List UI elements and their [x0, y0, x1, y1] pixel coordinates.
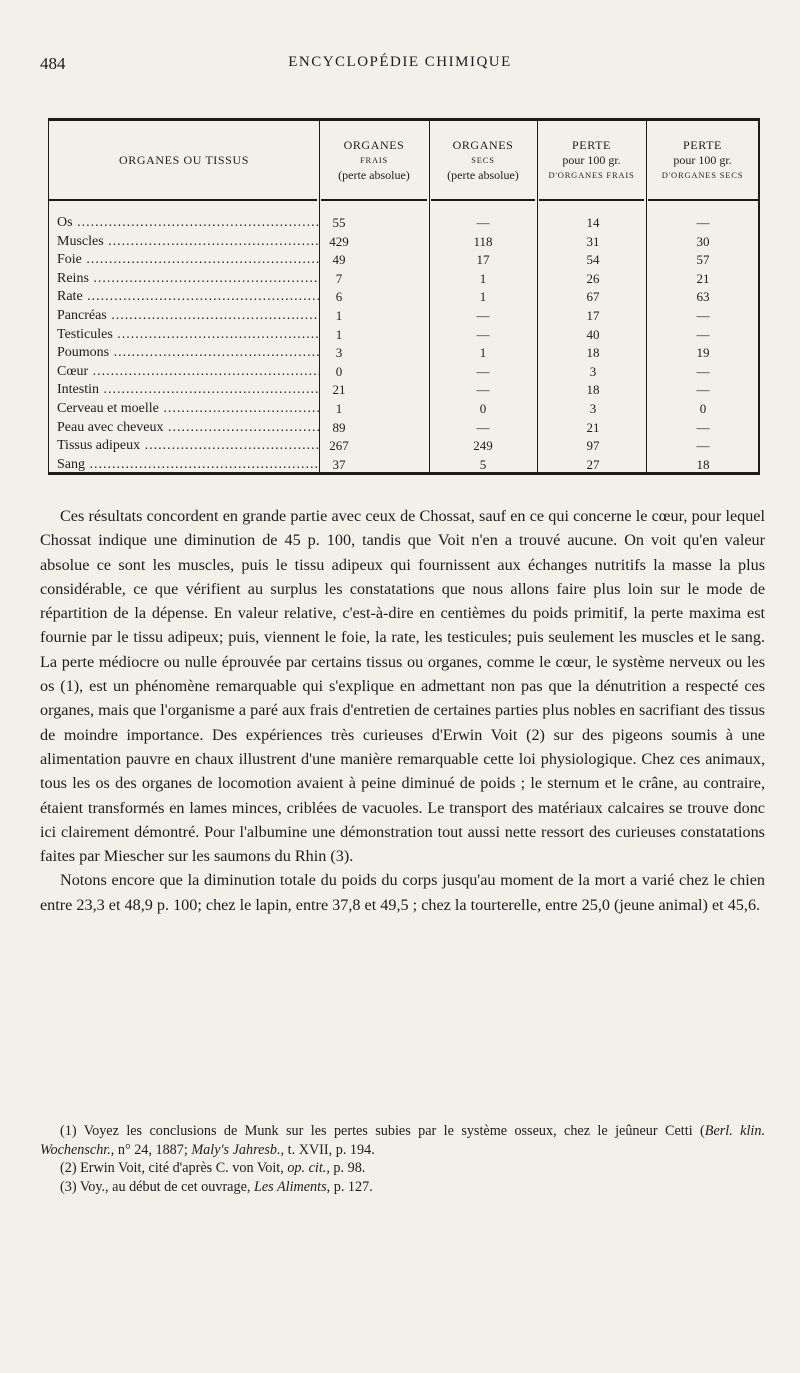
header-rule — [648, 199, 758, 201]
header-organes-frais: ORGANES FRAIS (perte absolue) — [338, 137, 410, 182]
table-row — [49, 214, 758, 233]
row-name: Reins ..... — [57, 270, 319, 289]
cell-perte-secs: — — [696, 215, 710, 230]
row-name: Os ..... — [57, 214, 319, 233]
row-name: Testicules ..... — [57, 326, 319, 345]
row-name: Foie ..... — [57, 251, 319, 270]
cell-perte-frais: 18 — [586, 382, 600, 398]
row-name: Intestin ..... — [57, 381, 319, 400]
cell-organes-frais: 7 — [335, 270, 343, 286]
cell-organes-secs: — — [476, 307, 490, 323]
cell-perte-frais: 26 — [586, 270, 600, 286]
table-row — [49, 381, 758, 400]
cell-perte-frais: 3 — [589, 400, 597, 416]
cell-organes-frais: 1 — [335, 326, 343, 342]
cell-organes-secs: 1 — [479, 345, 487, 361]
cell-organes-secs: — — [476, 326, 490, 342]
cell-perte-frais: 31 — [586, 233, 600, 249]
cell-perte-secs: 63 — [696, 289, 710, 305]
cell-organes-frais: 267 — [329, 438, 349, 454]
cell-organes-frais: 0 — [335, 363, 343, 379]
cell-perte-frais: 97 — [586, 438, 600, 454]
table-row — [49, 288, 758, 307]
body-text — [40, 504, 765, 917]
footnotes — [40, 1122, 765, 1196]
cell-perte-frais: 40 — [586, 326, 600, 342]
cell-perte-frais: 3 — [589, 363, 597, 379]
cell-perte-secs: — — [696, 438, 710, 454]
header-organes-ou-tissus: ORGANES OU TISSUS — [118, 152, 249, 167]
table-row — [49, 400, 758, 419]
cell-perte-secs: — — [696, 419, 710, 435]
cell-organes-secs: 0 — [479, 400, 487, 416]
cell-perte-secs: — — [696, 382, 710, 398]
table-row — [49, 456, 758, 475]
header-rule — [49, 199, 317, 201]
cell-organes-secs: 118 — [473, 233, 493, 249]
row-name: Poumons ..... — [57, 344, 319, 363]
cell-perte-frais: 17 — [586, 307, 600, 323]
cell-organes-secs: 5 — [479, 456, 487, 472]
row-name: Rate ..... — [57, 288, 319, 307]
cell-organes-secs: 249 — [473, 438, 493, 454]
running-title: ENCYCLOPÉDIE CHIMIQUE — [288, 54, 512, 70]
cell-perte-secs: 18 — [696, 456, 710, 472]
footnote-2: (2) Erwin Voit, cité d'après C. von Voit, op. cit., p. 98. — [60, 1160, 366, 1177]
footnote-3: (3) Voy., au début de cet ouvrage, Les Aliments, p. 127. — [60, 1178, 373, 1195]
footnote-1: (1) Voyez les conclusions de Munk sur les pertes subies par le système osseux, chez le jeûneur Cetti (Berl. klin. Wochenschr., n° 24, 1887; Maly's Jahresb., t. XVII, p. 194. — [40, 1123, 765, 1158]
cell-organes-frais: 89 — [332, 419, 346, 435]
table-row — [49, 251, 758, 270]
table-row — [49, 307, 758, 326]
row-name: Muscles ..... — [57, 233, 319, 252]
row-name: Cœur ..... — [57, 363, 319, 382]
cell-perte-secs: — — [696, 326, 710, 342]
cell-organes-secs: 1 — [479, 270, 487, 286]
table-body — [49, 214, 758, 474]
data-table — [48, 118, 760, 475]
cell-organes-secs: 1 — [479, 289, 487, 305]
cell-organes-frais: 429 — [329, 233, 349, 249]
cell-organes-frais: 21 — [332, 382, 346, 398]
table-row — [49, 233, 758, 252]
cell-perte-secs: — — [696, 363, 710, 379]
table-row — [49, 270, 758, 289]
header-rule — [431, 199, 535, 201]
cell-organes-secs: — — [476, 382, 490, 398]
cell-perte-frais: 27 — [586, 456, 600, 472]
cell-perte-frais: 18 — [586, 345, 600, 361]
cell-perte-secs: 19 — [696, 345, 710, 361]
cell-organes-frais: 37 — [332, 456, 346, 472]
row-name: Sang ..... — [57, 456, 319, 475]
cell-organes-secs: — — [476, 215, 490, 230]
header-perte-frais: PERTE pour 100 gr. D'ORGANES FRAIS — [548, 137, 635, 180]
cell-organes-frais: 49 — [332, 252, 346, 268]
cell-organes-secs: 17 — [476, 252, 490, 268]
cell-organes-frais: 1 — [335, 307, 343, 323]
cell-perte-secs: 0 — [699, 400, 707, 416]
row-name: Tissus adipeux ..... — [57, 437, 319, 456]
cell-perte-secs: 57 — [696, 252, 710, 268]
cell-organes-frais: 55 — [332, 215, 346, 230]
row-name: Pancréas ..... — [57, 307, 319, 326]
table-row — [49, 326, 758, 345]
cell-organes-frais: 6 — [335, 289, 343, 305]
table-row — [49, 419, 758, 438]
header-organes-secs: ORGANES SECS (perte absolue) — [447, 137, 519, 182]
cell-perte-frais: 21 — [586, 419, 600, 435]
page-header — [40, 54, 760, 78]
cell-perte-frais: 54 — [586, 252, 600, 268]
page-number: 484 — [40, 54, 66, 73]
cell-organes-frais: 3 — [335, 345, 343, 361]
cell-perte-secs: 30 — [696, 233, 710, 249]
paragraph: Ces résultats concordent en grande partie avec ceux de Chossat, sauf en ce qui concerne le cœur, pour lequel Chossat indique une diminution de 45 p. 100, tandis que Voit n'en a trouvé aucune. On voit qu'en valeur absolue ce sont les muscles, puis le tissu adipeux qui fournissent aux échanges nutritifs la masse la plus considérable, ce que vérifient au surplus les constatations que nous allons faire plus loin sur le mode de répartition de la dépense. En valeur relative, c'est-à-dire en centièmes du poids primitif, la perte maxima est fournie par le tissu adipeux; puis, viennent le foie, la rate, les testicules; puis seulement les muscles et le sang. La perte médiocre ou nulle éprouvée par certains tissus ou organes, comme le cœur, le système nerveux ou les os (1), est un phénomène remarquable qui s'explique en admettant non pas que la dénutrition a respecté ces organes, mais que l'organisme a paré aux frais d'entretien de certaines parties plus nobles en sacrifiant des tissus de moindre importance. Des expériences très curieuses d'Erwin Voit (2) sur des pigeons soumis à une alimentation pauvre en chaux illustrent d'une manière remarquable cette loi physiologique. Chez ces animaux, tous les os des organes de locomotion avaient à peine diminué de poids ; le sternum et le crâne, au contraire, étaient transformés en lames minces, criblées de vacuoles. Le transport des matériaux calcaires se trouve donc ici clairement démontré. Pour l'albumine une démonstration tout aussi nette ressort des curieuses constatations faites par Miescher sur les saumons du Rhin (3). — [40, 507, 765, 866]
header-rule — [321, 199, 427, 201]
header-perte-secs: PERTE pour 100 gr. D'ORGANES SECS — [661, 137, 744, 180]
cell-perte-secs: 21 — [696, 270, 710, 286]
cell-organes-secs: — — [476, 363, 490, 379]
cell-organes-secs: — — [476, 419, 490, 435]
cell-organes-frais: 1 — [335, 400, 343, 416]
cell-perte-frais: 67 — [586, 289, 600, 305]
header-rule — [539, 199, 644, 201]
table-row — [49, 437, 758, 456]
cell-perte-frais: 14 — [586, 215, 600, 230]
cell-perte-secs: — — [696, 307, 710, 323]
table-row — [49, 344, 758, 363]
row-name: Cerveau et moelle ..... — [57, 400, 319, 419]
table-row — [49, 363, 758, 382]
paragraph: Notons encore que la diminution totale du poids du corps jusqu'au moment de la mort a varié chez le chien entre 23,3 et 48,9 p. 100; chez le lapin, entre 37,8 et 49,5 ; chez la tourterelle, entre 25,0 (jeune animal) et 45,6. — [40, 871, 765, 914]
row-name: Peau avec cheveux ..... — [57, 419, 319, 438]
